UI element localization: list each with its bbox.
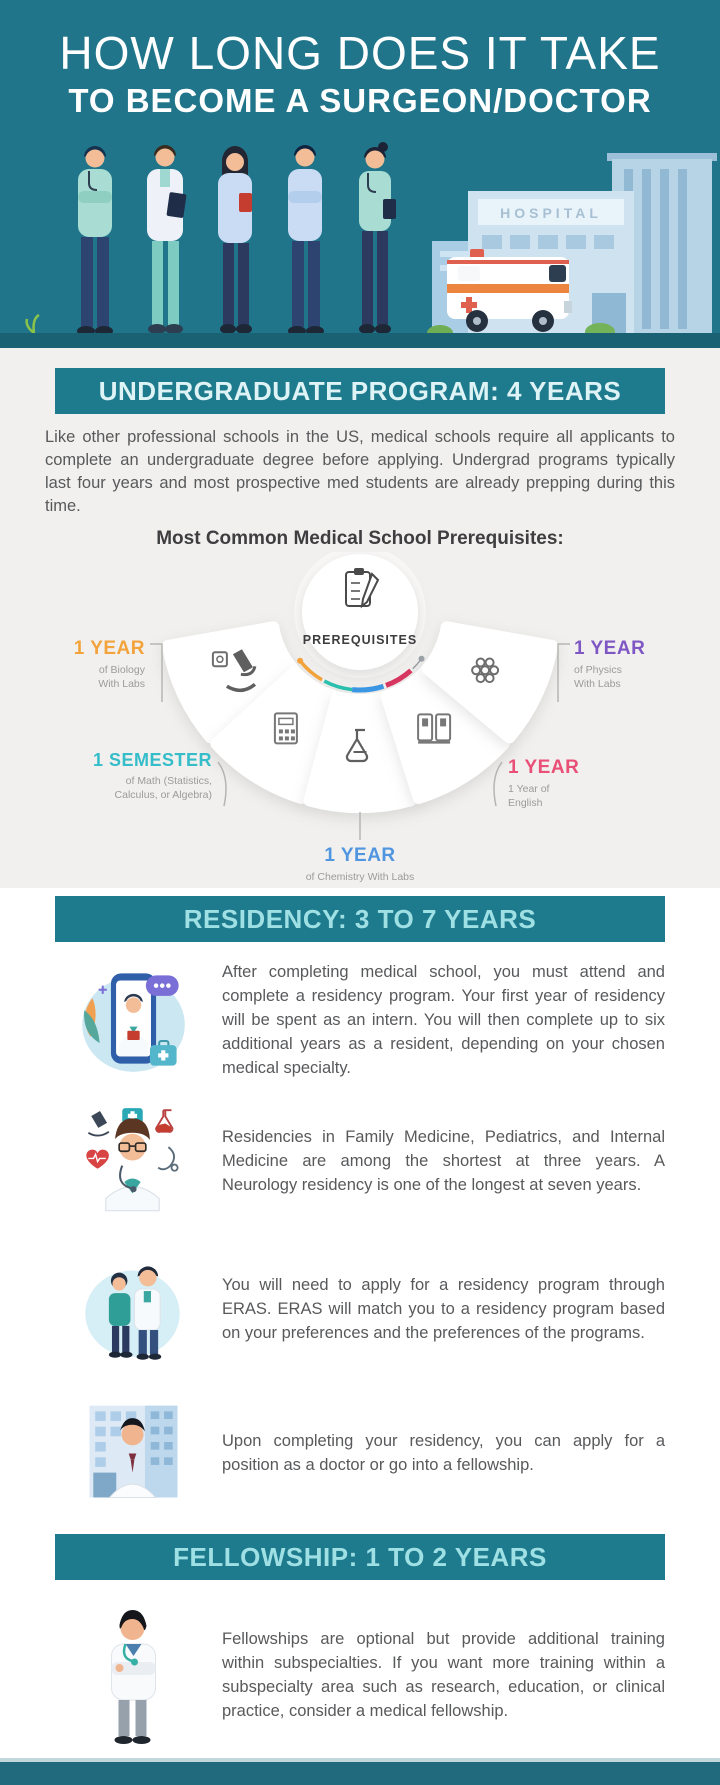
medic-figure-1 bbox=[77, 146, 113, 336]
undergrad-paragraph: Like other professional schools in the US, medical schools require all applicants to complete an undergraduate degree before applying. Undergrad programs typically last four years and most prospective med students are already prepping during this time. bbox=[45, 428, 675, 515]
residency-item-text: Residencies in Family Medicine, Pediatrics, and Internal Medicine are among the shortest at three years. A Neurology residency is one of the longest at seven years. bbox=[222, 1128, 665, 1194]
wheel-label-english bbox=[508, 757, 618, 810]
mini-stethoscope-icon bbox=[158, 1147, 177, 1171]
wheel-label-biology bbox=[50, 638, 145, 691]
hospital-sign-text: HOSPITAL bbox=[500, 205, 602, 221]
prerequisites-wheel-graphic bbox=[50, 552, 670, 882]
english-duration: 1 YEAR bbox=[508, 757, 580, 778]
prerequisites-wheel bbox=[50, 552, 670, 882]
math-duration: 1 SEMESTER bbox=[92, 750, 212, 770]
fellowship-section bbox=[0, 1508, 720, 1785]
prerequisites-subheading: Most Common Medical School Prerequisites: bbox=[156, 528, 564, 549]
residency-item-4 bbox=[0, 1398, 720, 1508]
main-title-line1: HOW LONG DOES IT TAKE bbox=[59, 27, 661, 79]
ground-strip bbox=[0, 333, 720, 348]
undergrad-banner: UNDERGRADUATE PROGRAM: 4 YEARS bbox=[55, 368, 665, 414]
hero-section bbox=[0, 0, 720, 348]
chemistry-caption: of Chemistry With Labs bbox=[305, 871, 415, 883]
wheel-label-math bbox=[50, 750, 212, 802]
mini-heart-icon bbox=[86, 1150, 109, 1169]
telemedicine-phone-illustration bbox=[55, 961, 210, 1079]
residency-item-text: You will need to apply for a residency program through ERAS. ERAS will match you to a residency program based on your preferences and the preferences of the programs. bbox=[222, 1276, 665, 1342]
medic-figure-3 bbox=[218, 146, 252, 334]
biology-duration: 1 YEAR bbox=[73, 638, 145, 659]
main-title-line2: TO BECOME A SURGEON/DOCTOR bbox=[68, 82, 652, 119]
doctor-specialty-icons-illustration bbox=[55, 1102, 210, 1220]
medic-figure-2 bbox=[147, 145, 187, 334]
hero-illustration bbox=[0, 133, 720, 348]
math-caption: of Math (Statistics, Calculus, or Algebra) bbox=[114, 775, 212, 802]
fellowship-item-1 bbox=[0, 1600, 720, 1750]
wheel-label-physics bbox=[574, 638, 669, 691]
mini-flask-icon bbox=[156, 1110, 172, 1132]
english-caption: 1 Year of English bbox=[508, 783, 550, 810]
medic-figure-5 bbox=[359, 142, 396, 334]
physics-duration: 1 YEAR bbox=[574, 638, 646, 659]
chemistry-duration: 1 YEAR bbox=[324, 845, 396, 866]
undergrad-section bbox=[0, 348, 720, 888]
residency-item-text: Upon completing your residency, you can apply for a position as a doctor or go into a fellowship. bbox=[222, 1432, 665, 1474]
physics-caption: of Physics With Labs bbox=[574, 664, 622, 691]
footer-bar bbox=[0, 1758, 720, 1785]
doctor-hospital-illustration bbox=[55, 1398, 210, 1508]
fellowship-item-text: Fellowships are optional but provide additional training within subspecialties. If you want more training within a subspecialty area such as research, education, or clinical practice, consider a medical fellowship. bbox=[222, 1630, 665, 1720]
mini-microscope-icon bbox=[88, 1112, 109, 1135]
residency-banner: RESIDENCY: 3 TO 7 YEARS bbox=[55, 896, 665, 942]
residency-item-2 bbox=[0, 1102, 720, 1220]
fellowship-banner: FELLOWSHIP: 1 TO 2 YEARS bbox=[55, 1534, 665, 1580]
medic-figure-4 bbox=[288, 145, 324, 336]
residency-item-1 bbox=[0, 960, 720, 1080]
residency-item-3 bbox=[0, 1250, 720, 1368]
center-label: PREREQUISITES bbox=[302, 633, 418, 647]
fellowship-doctor-illustration bbox=[55, 1600, 210, 1750]
two-medics-illustration bbox=[55, 1250, 210, 1368]
biology-caption: of Biology With Labs bbox=[98, 664, 145, 691]
residency-item-text: After completing medical school, you must attend and complete a residency program. Your first year of residency will be spent as an intern. You will then complete up to six additional years as a resident, depending on your chosen medical specialty. bbox=[222, 963, 665, 1077]
wheel-label-chemistry bbox=[260, 845, 460, 884]
residency-section bbox=[0, 888, 720, 1508]
